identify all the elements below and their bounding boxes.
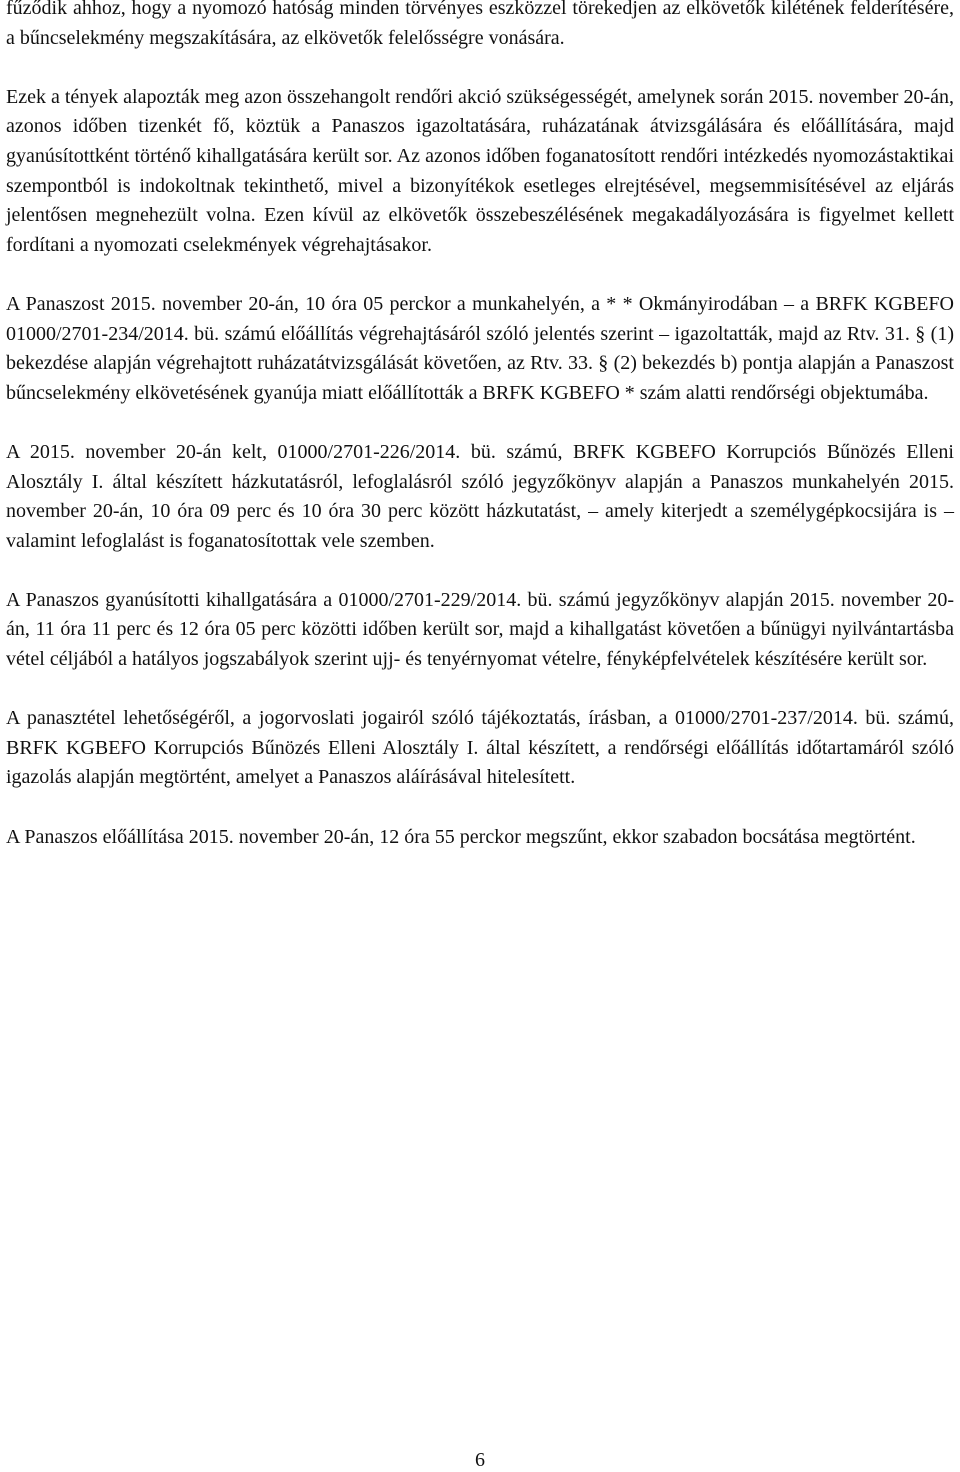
page-number: 6 — [475, 1449, 485, 1471]
document-page — [6, 0, 954, 882]
paragraph-legal-remedy: A panasztétel lehetőségéről, a jogorvoslati jogairól szóló tájékoztatás, írásban, a 01000/2701-237/2014. bü. számú, BRFK KGBEFO Korrupciós Bűnözés Elleni Alosztály I. által készített, a rendőrségi előállítás időtartamáról szóló igazolás alapján megtörtént, amelyet a Panaszos aláírásával hitelesített. — [6, 707, 954, 789]
paragraph-identification: A Panaszost 2015. november 20-án, 10 óra 05 perckor a munkahelyén, a * * Okmányirodában – a BRFK KGBEFO 01000/2701-234/2014. bü. számú előállítás végrehajtásáról szóló jelentés szerint – igazoltatták, majd az Rtv. 31. § (1) bekezdése alapján végrehajtott ruházatátvizsgálását követően, az Rtv. 33. § (2) bekezdés b) pontja alapján a Panaszost bűncselekmény elkövetésének gyanúja miatt előállították a BRFK KGBEFO * szám alatti rendőrségi objektumába. — [6, 292, 954, 404]
paragraph-continuation: fűződik ahhoz, hogy a nyomozó hatóság minden törvényes eszközzel törekedjen az elkövetők kilétének felderítésére, a bűncselekmény megszakítására, az elkövetők felelősségre vonására. — [6, 0, 954, 49]
paragraph-release: A Panaszos előállítása 2015. november 20-án, 12 óra 55 perckor megszűnt, ekkor szabadon bocsátása megtörtént. — [6, 825, 916, 848]
paragraph-coordinated-action: Ezek a tények alapozták meg azon összehangolt rendőri akció szükségességét, amelynek során 2015. november 20-án, azonos időben tizenkét fő, köztük a Panaszos igazoltatására, ruházatának átvizsgálására és előállítására, majd gyanúsítottként történő kihallgatására került sor. Az azonos időben foganatosított rendőri intézkedés nyomozástaktikai szempontból is indokoltnak tekinthető, mivel a bizonyítékok esetleges elrejtésével, megsemmisítésével az eljárás jelentősen megnehezült volna. Ezen kívül az elkövetők összebeszélésének megakadályozására is figyelmet kellett fordítani a nyomozati cselekmények végrehajtásakor. — [6, 85, 954, 256]
paragraph-house-search: A 2015. november 20-án kelt, 01000/2701-226/2014. bü. számú, BRFK KGBEFO Korrupciós Bűnözés Elleni Alosztály I. által készített házkutatásról, lefoglalásról szóló jegyzőkönyv alapján a Panaszos munkahelyén 2015. november 20-án, 10 óra 09 perc és 10 óra 30 perc között házkutatást, – amely kiterjedt a személygépkocsijára is – valamint lefoglalást is foganatosítottak vele szemben. — [6, 440, 954, 552]
paragraph-interrogation: A Panaszos gyanúsítotti kihallgatására a 01000/2701-229/2014. bü. számú jegyzőkönyv alapján 2015. november 20-án, 11 óra 11 perc és 12 óra 05 perc közötti időben került sor, majd a kihallgatást követően a bűnügyi nyilvántartásba vétel céljából a hatályos jogszabályok szerint ujj- és tenyérnyomat vételre, fényképfelvételek készítésére került sor. — [6, 588, 954, 671]
